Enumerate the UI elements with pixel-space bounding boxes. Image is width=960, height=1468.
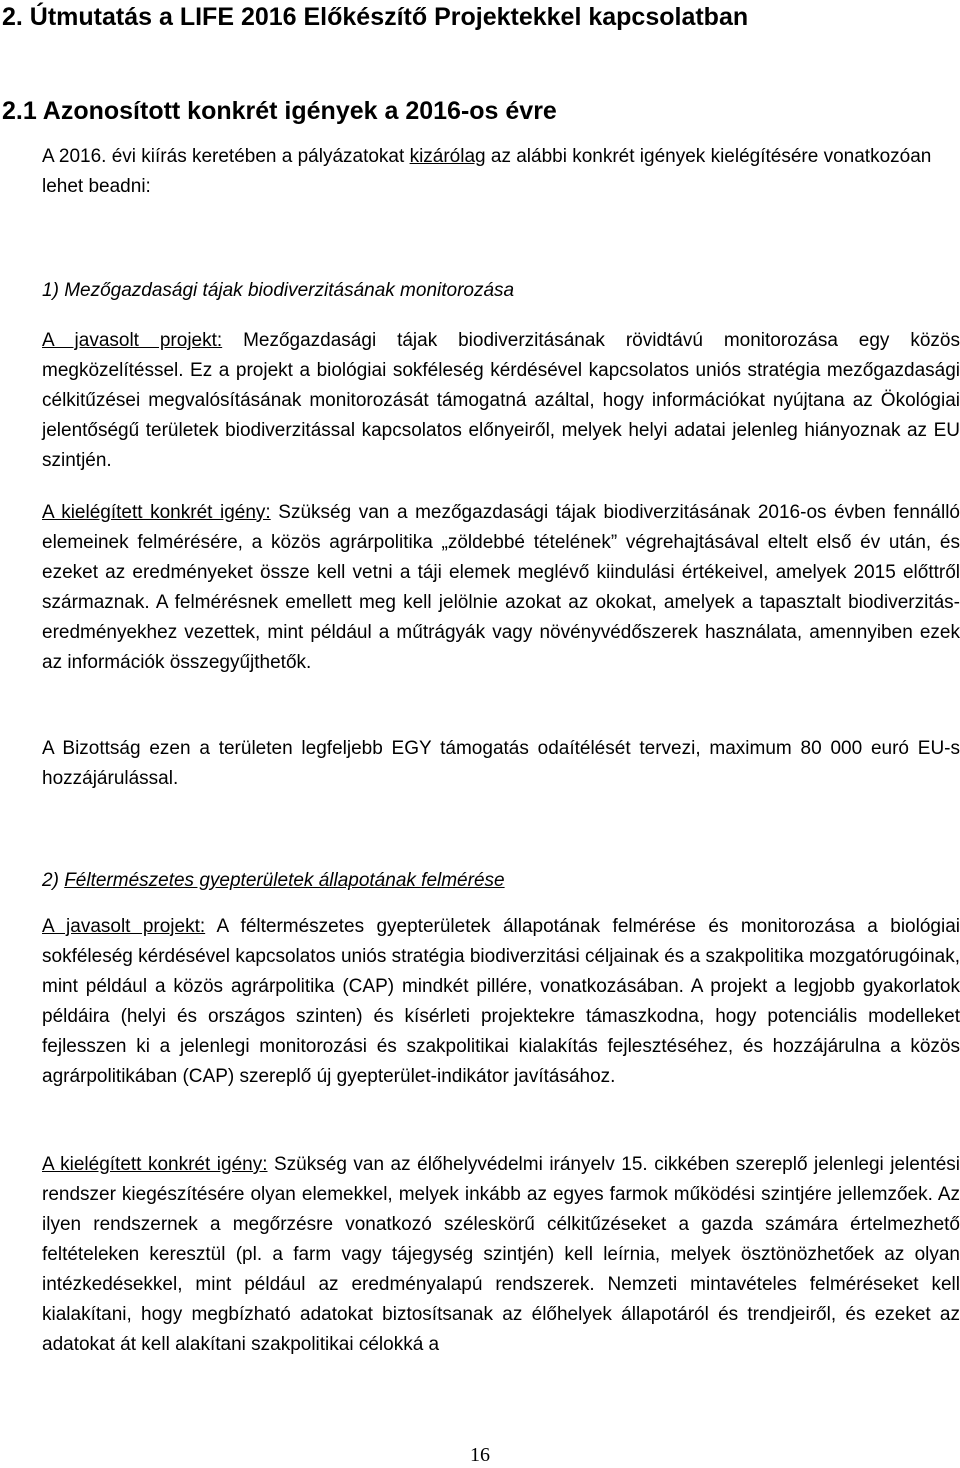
section-heading: 2.1 Azonosított konkrét igények a 2016-os évre xyxy=(2,97,557,125)
section1-need-text: Szükség van a mezőgazdasági tájak biodiverzitásának 2016-os évben fennálló elemeinek felmérésére, a közös agrárpolitika „zöldebbé tételének” végrehajtásával eltelt első év után, és ezeket az eredményeket össze kell vetni a táji elemek meglévő kiindulási értékeivel, amelyek 2015 előttről származnak. A felmérésnek emellett meg kell jelölnie azokat az okokat, amelyek a tapasztalt biodiverzitás-eredményekhez vezettek, mint például a műtrágyák vagy növényvédőszerek használata, amennyiben ezek az információk összegyűjthetők. xyxy=(42,502,960,673)
intro-text-underlined: kizárólag xyxy=(409,146,486,167)
section1-proposed-label: A javasolt projekt: xyxy=(42,330,223,351)
section1-need-paragraph xyxy=(42,498,960,678)
page-number: 16 xyxy=(470,1444,490,1466)
section2-heading xyxy=(42,866,505,896)
section1-proposed-paragraph xyxy=(42,326,960,476)
section2-proposed-text: A féltermészetes gyepterületek állapotának felmérése és monitorozása a biológiai sokféleség kérdésével kapcsolatos uniós stratégia biodiverzitási céljainak és a szakpolitika mozgatórugóinak, mint például a közös agrárpolitika (CAP) mindkét pillére, vonatkozásában. A projekt a legjobb gyakorlatok példáira (helyi és országos szinten) és kísérleti projektekre támaszkodna, hogy potenciális modelleket fejlesszen ki a jelenlegi monitorozási és szakpolitikai kialakítás fejlesztéséhez, és hozzájárulna a közös agrárpolitikában (CAP) szereplő új gyepterület-indikátor javításához. xyxy=(42,916,960,1087)
section1-number: 1) xyxy=(42,280,59,301)
section2-need-paragraph xyxy=(42,1150,960,1360)
section2-proposed-paragraph xyxy=(42,912,960,1092)
intro-text-after: az alábbi konkrét igények kielégítésére vonatkozóan lehet beadni: xyxy=(42,146,932,197)
intro-text-before: A 2016. évi kiírás keretében a pályázatokat xyxy=(42,146,410,167)
section2-need-text: Szükség van az élőhelyvédelmi irányelv 15. cikkében szereplő jelenlegi jelentési rendszer kiegészítésére olyan elemekkel, melyek inkább az egyes farmok működési szintjére jellemzőek. Az ilyen rendszernek a megőrzésre vonatkozó széleskörű célkitűzéseket a gazda számára értelmezhető feltételeken keresztül (pl. a farm vagy tájegység szintjén) kell leírnia, melyek ösztönözhetőek az olyan intézkedésekkel, mint például az eredményalapú rendszerek. Nemzeti mintavételes felméréseket kell kialakítani, hogy megbízható adatokat biztosítsanak az élőhelyek állapotáról és trendjeiről, és ezeket az adatokat át kell alakítani szakpolitikai célokká a xyxy=(42,1154,960,1355)
section2-number: 2) xyxy=(42,870,59,891)
intro-paragraph xyxy=(42,142,960,202)
section1-heading xyxy=(42,276,514,306)
section1-title: Mezőgazdasági tájak biodiverzitásának monitorozása xyxy=(64,280,515,301)
section2-title: Féltermészetes gyepterületek állapotának felmérése xyxy=(64,870,505,891)
section1-commission-paragraph: A Bizottság ezen a területen legfeljebb EGY támogatás odaítélését tervezi, maximum 80 000 euró EU-s hozzájárulással. xyxy=(42,738,960,789)
section2-need-label: A kielégített konkrét igény: xyxy=(42,1154,268,1175)
section1-need-label: A kielégített konkrét igény: xyxy=(42,502,271,523)
section1-proposed-text: Mezőgazdasági tájak biodiverzitásának rövidtávú monitorozása egy közös megközelítéssel. Ez a projekt a biológiai sokféleség kérdésével kapcsolatos uniós stratégia mezőgazdasági célkitűzései megvalósításának monitorozását támogatná azáltal, hogy információkat nyújtana az Ökológiai jelentőségű területek biodiverzitással kapcsolatos előnyeiről, melyek helyi adatai jelenleg hiányoznak az EU szintjén. xyxy=(42,330,960,471)
section2-proposed-label: A javasolt projekt: xyxy=(42,916,206,937)
chapter-heading: 2. Útmutatás a LIFE 2016 Előkészítő Projektekkel kapcsolatban xyxy=(2,3,749,31)
